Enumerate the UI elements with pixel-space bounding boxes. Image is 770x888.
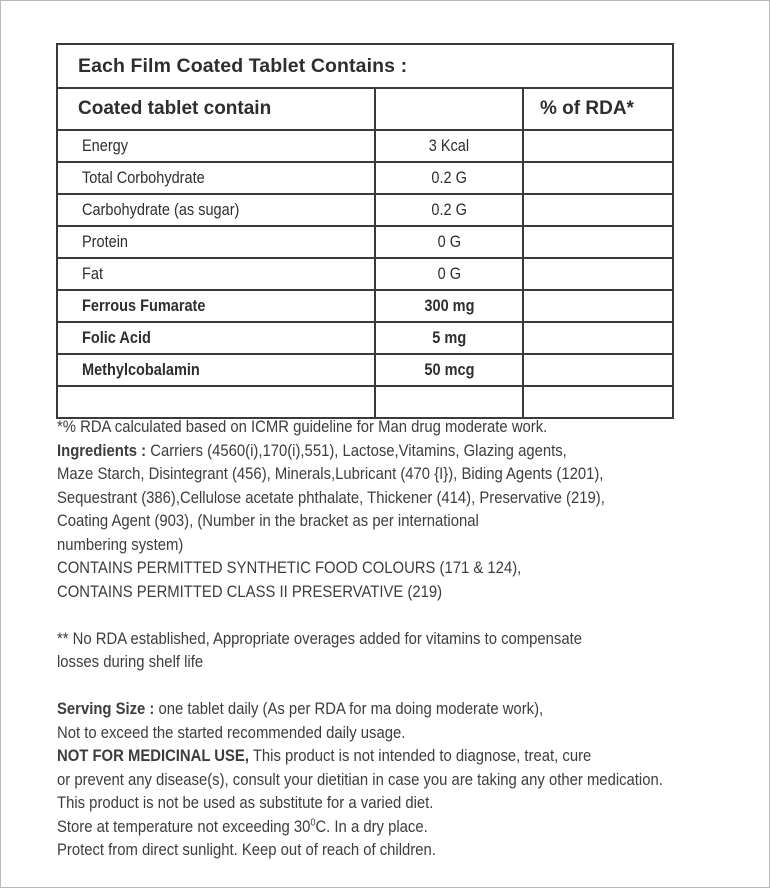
storage-text-suffix: C. In a dry place. — [315, 817, 428, 836]
nutrient-rda — [523, 226, 673, 258]
nutrient-amount: 0.2 G — [375, 162, 523, 194]
label-notes-section — [57, 416, 757, 863]
nutrient-amount: 3 Kcal — [375, 130, 523, 162]
nutrient-name — [57, 386, 375, 418]
medicinal-use-line — [57, 745, 757, 769]
ingredients-line-4: Coating Agent (903), (Number in the bracket as per international — [57, 512, 479, 530]
ingredients-line-3: Sequestrant (386),Cellulose acetate phthalate, Thickener (414), Preservative (219), — [57, 488, 605, 507]
permitted-colours-line: CONTAINS PERMITTED SYNTHETIC FOOD COLOURS (171 & 124), — [57, 559, 522, 577]
nutrient-amount: 300 mg — [375, 290, 523, 322]
spacer-2 — [57, 675, 757, 699]
nutrient-amount: 0.2 G — [375, 194, 523, 226]
ingredients-line-2: Maze Starch, Disintegrant (456), Minerals,Lubricant (470 {I}), Biding Agents (1201), — [57, 465, 604, 483]
table-header-row — [57, 88, 673, 130]
storage-text-prefix: Store at temperature not exceeding 30 — [57, 817, 311, 836]
nutrient-rda — [523, 322, 673, 354]
medicinal-use-line-3: This product is not be used as substitute for a varied diet. — [57, 794, 434, 812]
column-header-name: Coated tablet contain — [57, 88, 375, 130]
permitted-preservative-line: CONTAINS PERMITTED CLASS II PRESERVATIVE (219) — [57, 582, 443, 601]
nutrient-rda — [523, 386, 673, 418]
nutrient-name: Total Corbohydrate — [57, 162, 375, 194]
rda-footnote: *% RDA calculated based on ICMR guideline for Man drug moderate work. — [57, 418, 548, 436]
nutrient-rda — [523, 162, 673, 194]
overage-line-2: losses during shelf life — [57, 653, 204, 671]
nutrient-name: Carbohydrate (as sugar) — [57, 194, 375, 226]
table-row — [57, 194, 673, 226]
table-row — [57, 162, 673, 194]
nutrient-name: Methylcobalamin — [57, 354, 375, 386]
degree-symbol: 0 — [310, 817, 316, 828]
nutrition-facts-table — [56, 43, 674, 419]
table-row — [57, 322, 673, 354]
serving-size-text: one tablet daily (As per RDA for ma doing moderate work), — [154, 700, 544, 718]
nutrient-rda — [523, 354, 673, 386]
nutrient-rda — [523, 258, 673, 290]
nutrient-name: Ferrous Fumarate — [57, 290, 375, 322]
spacer-1 — [57, 604, 757, 628]
table-row — [57, 386, 673, 418]
nutrient-name: Energy — [57, 130, 375, 162]
table-body — [57, 44, 673, 418]
nutrient-rda — [523, 194, 673, 226]
table-row — [57, 354, 673, 386]
nutrient-amount — [375, 386, 523, 418]
nutrient-amount: 50 mcg — [375, 354, 523, 386]
nutrient-rda — [523, 130, 673, 162]
nutrient-amount: 0 G — [375, 226, 523, 258]
table-title-row — [57, 44, 673, 88]
sunlight-line: Protect from direct sunlight. Keep out of reach of children. — [57, 841, 436, 859]
table-title: Each Film Coated Tablet Contains : — [57, 44, 673, 88]
storage-line — [57, 816, 757, 840]
medicinal-use-line-2: or prevent any disease(s), consult your dietitian in case you are taking any other medication. — [57, 770, 663, 789]
table-row — [57, 130, 673, 162]
serving-size-line — [57, 698, 757, 722]
medicinal-use-text: This product is not intended to diagnose, treat, cure — [248, 747, 592, 765]
nutrient-amount: 0 G — [375, 258, 523, 290]
nutrient-rda — [523, 290, 673, 322]
serving-size-label: Serving Size : — [57, 700, 155, 718]
nutrient-name: Protein — [57, 226, 375, 258]
nutrient-name: Folic Acid — [57, 322, 375, 354]
ingredients-label: Ingredients : — [57, 441, 147, 460]
nutrient-name: Fat — [57, 258, 375, 290]
ingredients-text-1: Carriers (4560(i),170(i),551), Lactose,Vitamins, Glazing agents, — [146, 441, 567, 460]
overage-line-1: ** No RDA established, Appropriate overages added for vitamins to compensate — [57, 629, 583, 648]
table-row — [57, 226, 673, 258]
ingredients-line-1 — [57, 440, 757, 464]
not-for-medicinal-use-label: NOT FOR MEDICINAL USE, — [57, 747, 249, 765]
ingredients-line-5: numbering system) — [57, 535, 184, 554]
nutrient-amount: 5 mg — [375, 322, 523, 354]
table-row — [57, 258, 673, 290]
table-row — [57, 290, 673, 322]
column-header-amount — [375, 88, 523, 130]
serving-size-line-2: Not to exceed the started recommended daily usage. — [57, 723, 406, 742]
column-header-rda: % of RDA* — [523, 88, 673, 130]
